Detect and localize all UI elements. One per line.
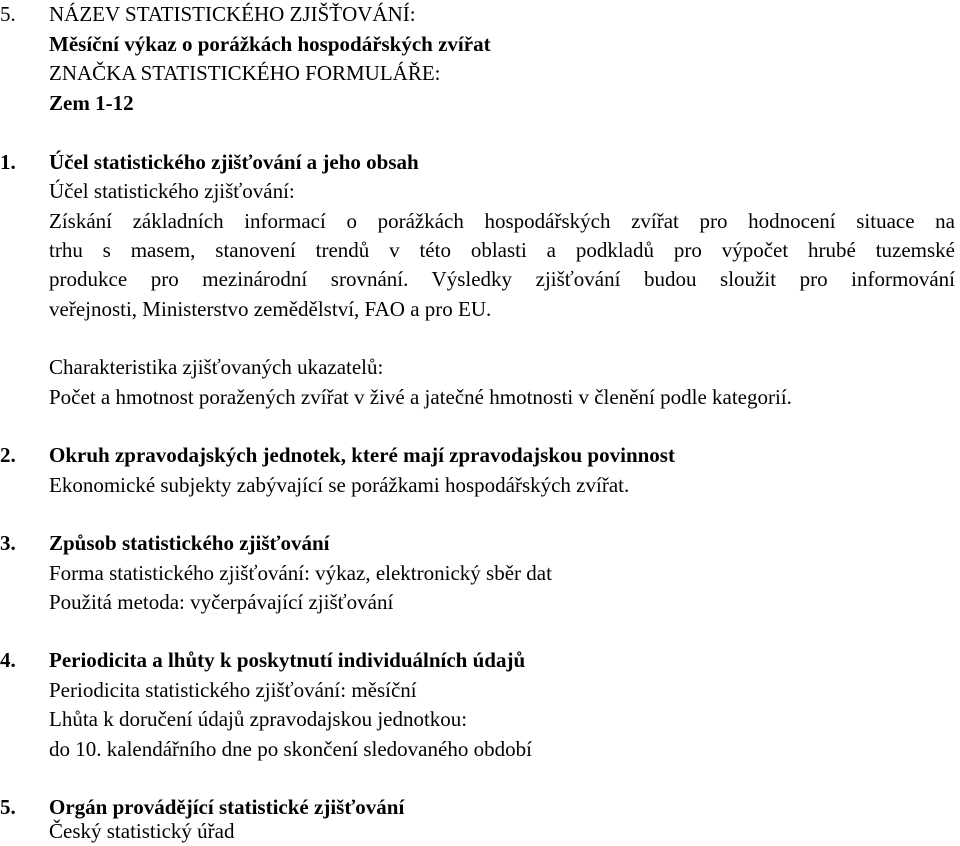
purpose-text-line: Získání základních informací o porážkách hospodářských zvířat pro hodnocení situace na bbox=[49, 209, 955, 233]
deadline-text: do 10. kalendářního dne po skončení sledovaného období bbox=[49, 737, 532, 761]
survey-method-text: Použitá metoda: vyčerpávající zjišťování bbox=[49, 590, 394, 614]
purpose-text-line: veřejnosti, Ministerstvo zemědělství, FAO a pro EU. bbox=[49, 297, 492, 321]
indicators-label: Charakteristika zjišťovaných ukazatelů: bbox=[49, 355, 384, 379]
section-2-text: Ekonomické subjekty zabývající se porážkami hospodářských zvířat. bbox=[49, 473, 630, 497]
section-5-text: Český statistický úřad bbox=[49, 819, 235, 843]
survey-form-text: Forma statistického zjišťování: výkaz, elektronický sběr dat bbox=[49, 561, 552, 585]
section-1-title: Účel statistického zjišťování a jeho obsah bbox=[49, 150, 419, 174]
section-2-title: Okruh zpravodajských jednotek, které mají zpravodajskou povinnost bbox=[49, 443, 675, 467]
survey-name-value: Měsíční výkaz o porážkách hospodářských zvířat bbox=[49, 32, 491, 56]
indicators-text: Počet a hmotnost poražených zvířat v živé a jatečné hmotnosti v členění podle kategorií. bbox=[49, 385, 792, 409]
section-3-number: 3. bbox=[0, 531, 16, 555]
section-5-number: 5. bbox=[0, 795, 16, 819]
purpose-label: Účel statistického zjišťování: bbox=[49, 179, 295, 203]
section-3-title: Způsob statistického zjišťování bbox=[49, 531, 330, 555]
section-2-number: 2. bbox=[0, 443, 16, 467]
periodicity-text: Periodicita statistického zjišťování: měsíční bbox=[49, 678, 417, 702]
purpose-text-line: produkce pro mezinárodní srovnání. Výsledky zjišťování budou sloužit pro informování bbox=[49, 267, 955, 291]
header-number: 5. bbox=[0, 2, 16, 26]
purpose-text-line: trhu s masem, stanovení trendů v této oblasti a podkladů pro výpočet hrubé tuzemské bbox=[49, 238, 955, 262]
section-4-title: Periodicita a lhůty k poskytnutí individuálních údajů bbox=[49, 648, 526, 672]
section-5-title: Orgán provádějící statistické zjišťování bbox=[49, 795, 405, 819]
form-code-value: Zem 1-12 bbox=[49, 91, 134, 115]
deadline-label: Lhůta k doručení údajů zpravodajskou jednotkou: bbox=[49, 707, 468, 731]
survey-name-label: NÁZEV STATISTICKÉHO ZJIŠŤOVÁNÍ: bbox=[49, 2, 416, 26]
section-1-number: 1. bbox=[0, 150, 16, 174]
section-4-number: 4. bbox=[0, 648, 16, 672]
form-code-label: ZNAČKA STATISTICKÉHO FORMULÁŘE: bbox=[49, 61, 441, 85]
